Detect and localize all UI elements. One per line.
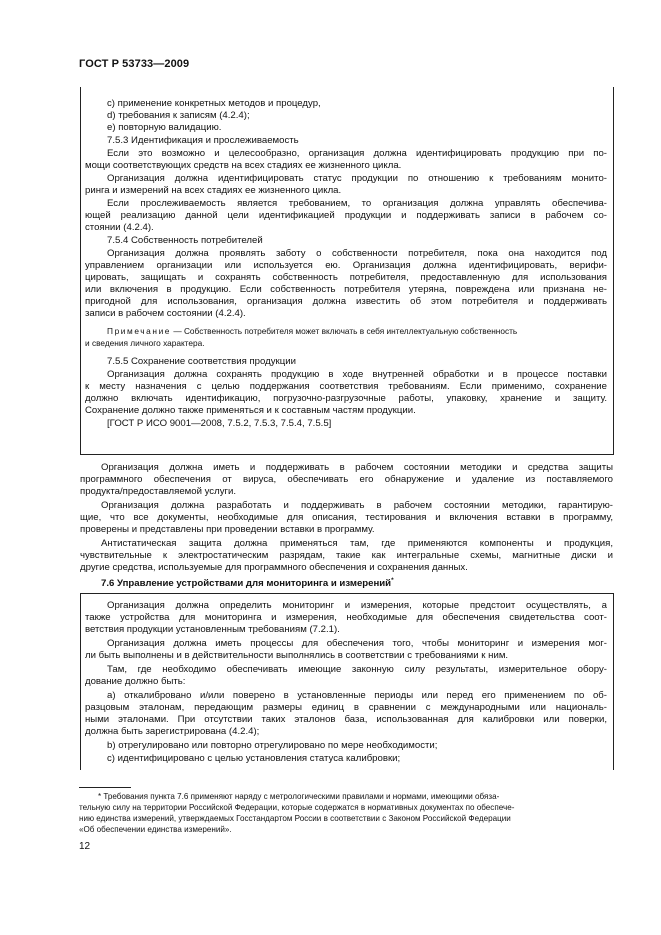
- paragraph-line: управлением организации или используется ею. Организация должна идентифицировать, верифи-: [85, 260, 607, 271]
- list-item-d: d) требования к записям (4.2.4);: [107, 110, 250, 121]
- paragraph-line: также устройства для мониторинга и измерения, необходимые для обеспечения свидетельства соот-: [85, 612, 607, 623]
- section-heading-7-5-3: 7.5.3 Идентификация и прослеживаемость: [107, 135, 299, 146]
- footnote-marker: *: [391, 576, 394, 584]
- paragraph-line: ветствия продукции установленным требованиям (7.2.1).: [85, 624, 340, 635]
- section-heading-7-6-text: 7.6 Управление устройствами для мониторинга и измерений: [101, 578, 392, 589]
- footnote-line: нию единства измерений, утверждаемых Госстандартом России в соответствии с Законом Российской Федерации: [79, 814, 511, 823]
- paragraph-line: ринга и измерений на всех стадиях ее жизненного цикла.: [85, 185, 342, 196]
- page-number: 12: [79, 841, 91, 852]
- paragraph-line: должно включать идентификацию, погрузочно-разгрузочные работы, упаковку, хранение и защиту.: [85, 393, 607, 404]
- note-line: и сведения личного характера.: [85, 338, 205, 348]
- paragraph-line: чувствительные к электростатическим разрядам, такие как интегральные схемы, магнитные диски и: [80, 550, 613, 561]
- paragraph-line: Там, где необходимо обеспечивать имеющие законную силу результаты, измерительное обору-: [107, 664, 607, 675]
- section-heading-7-6: [101, 578, 394, 590]
- paragraph-line: Если прослеживаемость является требованием, то организация должна управлять обеспечива-: [107, 198, 607, 209]
- list-item-c: c) идентифицировано с целью установления статуса калибровки;: [107, 753, 401, 764]
- paragraph-line: стоянии (4.2.4).: [85, 222, 154, 233]
- list-item-b: b) отрегулировано или повторно отрегулировано по мере необходимости;: [107, 740, 438, 751]
- footnote-line: тельную силу на территории Российской Федерации, которые содержатся в нормативных документах по обеспече-: [79, 803, 515, 812]
- list-item-e: e) повторную валидацию.: [107, 122, 222, 133]
- paragraph-line: ли быть выполнены и в действительности выполнялись в соответствии с требованиями к ним.: [85, 650, 509, 661]
- list-item-a: a) откалибровано и/или поверено в установленные периоды или перед его применением по об-: [107, 690, 607, 701]
- paragraph-line: разцовым эталонам, передающим размеры единиц в сравнении с международными или националь-: [85, 702, 607, 713]
- note-line: [107, 326, 517, 337]
- paragraph-line: к месту назначения с целью поддержания соответствия требованиям. Если применимо, сохранение: [85, 381, 607, 392]
- paragraph-line: программного обеспечения от вируса, обеспечивать его обнаружение и удаление из поставляемого: [80, 474, 613, 485]
- paragraph-line: проверены и представлены при проведении вставки в программу.: [80, 524, 375, 535]
- footnote-divider: [79, 787, 131, 788]
- citation-reference: [ГОСТ Р ИСО 9001—2008, 7.5.2, 7.5.3, 7.5.4, 7.5.5]: [107, 418, 332, 429]
- paragraph-line: Организация должна определить мониторинг и измерения, которые предстоит осуществлять, а: [107, 600, 607, 611]
- paragraph-line: Антистатическая защита должна применяться там, где применяются компоненты и продукция,: [101, 538, 613, 549]
- paragraph-line: или включения в продукцию. Если собственность потребителя утеряна, повреждена или признана не-: [85, 284, 607, 295]
- section-heading-7-5-5: 7.5.5 Сохранение соответствия продукции: [107, 356, 296, 367]
- paragraph-line: Организация должна разработать и поддерживать в рабочем состоянии методики, гарантирую-: [101, 500, 613, 511]
- section-heading-7-5-4: 7.5.4 Собственность потребителей: [107, 235, 263, 246]
- paragraph-line: Сохранение должно также применяться и к составным частям продукции.: [85, 405, 416, 416]
- paragraph-line: другие средства, используемые для программного обеспечения и сохранения данных.: [80, 562, 468, 573]
- paragraph-line: цировать, защищать и сохранять собственность потребителя, предоставленную для использования: [85, 272, 607, 283]
- paragraph-line: продукта/предоставляемой услуги.: [80, 486, 237, 497]
- paragraph-line: записи в рабочем состоянии (4.2.4).: [85, 308, 246, 319]
- list-item-c: c) применение конкретных методов и процедур,: [107, 98, 321, 109]
- paragraph-line: мощи соответствующих средств на всех стадиях ее жизненного цикла.: [85, 160, 402, 171]
- paragraph-line: Организация должна иметь и поддерживать в рабочем состоянии методики и средства защиты: [101, 462, 613, 473]
- footnote-line: «Об обеспечении единства измерений».: [79, 825, 232, 834]
- paragraph-line: ющей реализацию данной цели идентификацией продукции и поддерживать записи в рабочем со-: [85, 210, 607, 221]
- paragraph-line: Организация должна сохранять продукцию в ходе внутренней обработки и в процессе поставки: [107, 369, 607, 380]
- document-header: ГОСТ Р 53733—2009: [79, 58, 190, 70]
- note-text: — Собственность потребителя может включать в себя интеллектуальную собственность: [171, 326, 518, 336]
- footnote-line: * Требования пункта 7.6 применяют наряду с метрологическими правилами и нормами, имеющими обяза-: [98, 792, 500, 801]
- paragraph-line: ными эталонами. При отсутствии таких эталонов база, использованная для калибровки или поверки,: [85, 714, 607, 725]
- paragraph-line: Организация должна проявлять заботу о собственности потребителя, пока она находится под: [107, 248, 607, 259]
- paragraph-line: должна быть зарегистрирована (4.2.4);: [85, 726, 260, 737]
- paragraph-line: щие, что все документы, необходимые для описания, тестирования и включения вставки в программу,: [80, 512, 613, 523]
- paragraph-line: дование должно быть:: [85, 676, 186, 687]
- note-label: Примечание: [107, 326, 172, 336]
- paragraph-line: пригодной для использования, организация должна известить об этом потребителя и поддерживать: [85, 296, 607, 307]
- paragraph-line: Организация должна иметь процессы для обеспечения того, чтобы мониторинг и измерения мог-: [107, 638, 607, 649]
- paragraph-line: Если это возможно и целесообразно, организация должна идентифицировать продукцию при по-: [107, 148, 607, 159]
- paragraph-line: Организация должна идентифицировать статус продукции по отношению к требованиям монито-: [107, 173, 607, 184]
